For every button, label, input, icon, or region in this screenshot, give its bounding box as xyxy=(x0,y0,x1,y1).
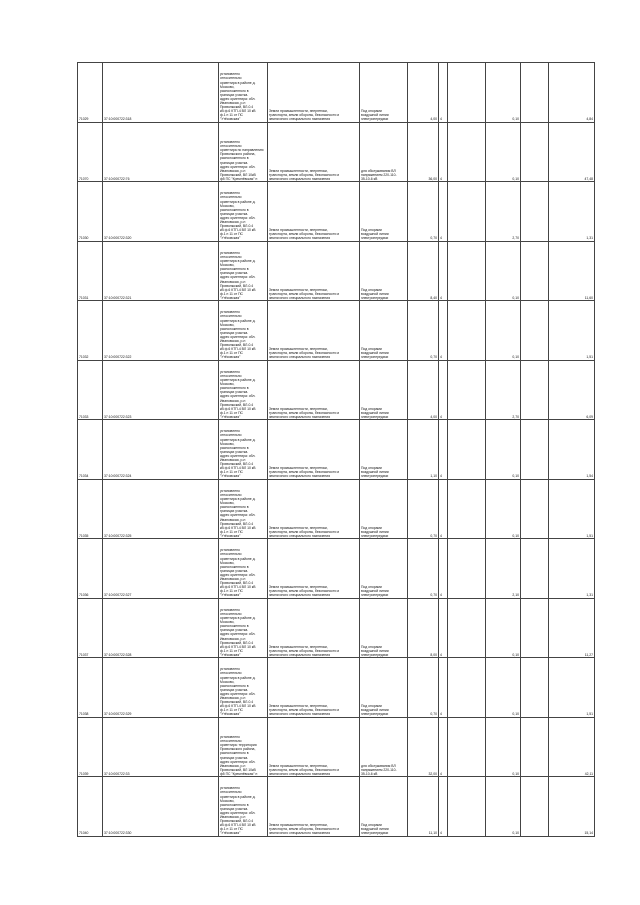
location-description-cell: установлено относительно ориентира в районе д. Москово, расположенного в границах участка. адрес ориентира: обл. Ивановская, р-н Приволжский, ВЛ-0.4 кВ ф.6 КТП-4 ВЛ 10 кВ ф.1 п 11 от ПС "Утёсовская" xyxy=(219,479,268,539)
cadastral-number-cell: 37:10:000722:318 xyxy=(103,63,219,123)
location-description-cell: установлено относительно ориентира в районе д. Москово, расположенного в границах участка. адрес ориентира: обл. Ивановская, р-н Приволжский, ВЛ-0.4 кВ ф.6 КТП-4 ВЛ 10 кВ ф.1 п 11 от ПС "Утёсовская" xyxy=(219,777,268,837)
row-number-cell: 71034 xyxy=(78,420,103,480)
table-row xyxy=(78,658,595,718)
location-description-cell: установлено относительно ориентира в районе д. Москово, расположенного в границах участка. адрес ориентира: обл. Ивановская, р-н Приволжский, ВЛ-0.4 кВ ф.6 КТП-4 ВЛ 10 кВ ф.1 п 11 от ПС "Утёсовская" xyxy=(219,658,268,718)
permitted-use-cell: Под опорами воздушной линии электропередачи xyxy=(360,241,408,301)
cadastral-number-cell: 37:10:000722:320 xyxy=(103,182,219,242)
empty-cell xyxy=(521,241,549,301)
empty-cell xyxy=(521,63,549,123)
location-description-cell: установлено относительно ориентира: территория Приволжского района, расположенного в границах участка. адрес ориентира: обл. Ивановская, р-н Приволжский, ВЛ 10кВ ф5 ПС "Кремлёвская" п xyxy=(219,717,268,777)
rate-cell: 0,10 xyxy=(486,301,521,361)
table-row xyxy=(78,301,595,361)
row-number-cell: 71038 xyxy=(78,658,103,718)
table-row xyxy=(78,717,595,777)
tax-amount-cell: 15,14 xyxy=(549,777,595,837)
tax-amount-cell: 11,60 xyxy=(549,241,595,301)
permitted-use-cell: для обслуживания ВЛ напряжением 220-110- 35-10-6 кВ xyxy=(360,717,408,777)
empty-cell xyxy=(521,122,549,182)
rate-cell: 2,70 xyxy=(486,182,521,242)
area-cell: 0,70 xyxy=(408,182,439,242)
area-cell: 4,00 xyxy=(408,63,439,123)
area-cell: 32,00 xyxy=(408,717,439,777)
tax-amount-cell: 1,51 xyxy=(549,301,595,361)
rate-cell: 0,10 xyxy=(486,63,521,123)
land-category-cell: Земли промышленности, энергетики, транспорта, земли обороны, безопасности и земли иного специального назначения xyxy=(268,539,360,599)
tax-amount-cell: 47,48 xyxy=(549,122,595,182)
land-category-cell: Земли промышленности, энергетики, транспорта, земли обороны, безопасности и земли иного специального назначения xyxy=(268,182,360,242)
tax-amount-cell: 1,51 xyxy=(549,658,595,718)
rate-cell: 0,10 xyxy=(486,479,521,539)
empty-cell xyxy=(448,420,486,480)
permitted-use-cell: Под опорами воздушной линии электропередачи xyxy=(360,301,408,361)
land-plots-table xyxy=(77,62,595,837)
tax-amount-cell: 1,31 xyxy=(549,182,595,242)
empty-cell xyxy=(521,360,549,420)
empty-cell xyxy=(448,63,486,123)
location-description-cell: установлено относительно ориентира в районе д. Москово, расположенного в границах участка. адрес ориентира: обл. Ивановская, р-н Приволжский, ВЛ-0.4 кВ ф.6 КТП-4 ВЛ 10 кВ ф.1 п 11 от ПС "Утёсовская" xyxy=(219,182,268,242)
land-category-cell: Земли промышленности, энергетики, транспорта, земли обороны, безопасности и земли иного специального назначения xyxy=(268,777,360,837)
rate-cell: 0,10 xyxy=(486,777,521,837)
empty-cell xyxy=(448,598,486,658)
empty-cell xyxy=(521,539,549,599)
empty-cell xyxy=(448,182,486,242)
tax-amount-cell: 11,27 xyxy=(549,598,595,658)
permitted-use-cell: Под опорами воздушной линии электропередачи xyxy=(360,360,408,420)
permitted-use-cell: Под опорами воздушной линии электропередачи xyxy=(360,539,408,599)
row-number-cell: 71030 xyxy=(78,182,103,242)
empty-cell xyxy=(521,420,549,480)
location-description-cell: установлено относительно ориентира в районе д. Москово, расположенного в границах участка. адрес ориентира: обл. Ивановская, р-н Приволжский, ВЛ-0.4 кВ ф.6 КТП-4 ВЛ 10 кВ ф.1 п 11 от ПС "Утёсовская" xyxy=(219,241,268,301)
row-number-cell: 71036 xyxy=(78,539,103,599)
row-number-cell: 71037 xyxy=(78,598,103,658)
empty-cell xyxy=(448,241,486,301)
row-number-cell: 71040 xyxy=(78,777,103,837)
location-description-cell: установлено относительно ориентира в районе д. Москово, расположенного в границах участка. адрес ориентира: обл. Ивановская, р-н Приволжский, ВЛ-0.4 кВ ф.6 КТП-4 ВЛ 10 кВ ф.1 п 11 от ПС "Утёсовская" xyxy=(219,420,268,480)
land-category-cell: Земли промышленности, энергетики, транспорта, земли обороны, безопасности и земли иного специального назначения xyxy=(268,420,360,480)
permitted-use-cell: Под опорами воздушной линии электропередачи xyxy=(360,598,408,658)
unit-code-cell: 4 xyxy=(439,479,448,539)
tax-amount-cell: 4,84 xyxy=(549,63,595,123)
unit-code-cell: 4 xyxy=(439,182,448,242)
tax-amount-cell: 6,09 xyxy=(549,360,595,420)
empty-cell xyxy=(521,658,549,718)
cadastral-number-cell: 37:10:000722:323 xyxy=(103,360,219,420)
rate-cell: 0,10 xyxy=(486,717,521,777)
unit-code-cell: 4 xyxy=(439,777,448,837)
rate-cell: 0,10 xyxy=(486,658,521,718)
area-cell: 11,10 xyxy=(408,777,439,837)
table-row xyxy=(78,420,595,480)
empty-cell xyxy=(448,360,486,420)
permitted-use-cell: Под опорами воздушной линии электропередачи xyxy=(360,182,408,242)
unit-code-cell: 4 xyxy=(439,717,448,777)
empty-cell xyxy=(448,539,486,599)
permitted-use-cell: Под опорами воздушной линии электропередачи xyxy=(360,63,408,123)
cadastral-number-cell: 37:10:000722:330 xyxy=(103,777,219,837)
cadastral-number-cell: 37:10:000722:76 xyxy=(103,122,219,182)
unit-code-cell: 4 xyxy=(439,658,448,718)
land-category-cell: Земли промышленности, энергетики, транспорта, земли обороны, безопасности и земли иного специального назначения xyxy=(268,598,360,658)
unit-code-cell: 4 xyxy=(439,539,448,599)
area-cell: 4,00 xyxy=(408,360,439,420)
table-row xyxy=(78,777,595,837)
empty-cell xyxy=(521,301,549,361)
land-category-cell: Земли промышленности, энергетики, транспорта, земли обороны, безопасности и земли иного специального назначения xyxy=(268,122,360,182)
cadastral-number-cell: 37:10:000722:322 xyxy=(103,301,219,361)
cadastral-number-cell: 37:10:000722:329 xyxy=(103,658,219,718)
tax-amount-cell: 1,54 xyxy=(549,420,595,480)
tax-amount-cell: 1,51 xyxy=(549,479,595,539)
table-row xyxy=(78,241,595,301)
land-category-cell: Земли промышленности, энергетики, транспорта, земли обороны, безопасности и земли иного специального назначения xyxy=(268,658,360,718)
tax-amount-cell: 42,11 xyxy=(549,717,595,777)
cadastral-number-cell: 37:10:000722:33 xyxy=(103,717,219,777)
unit-code-cell: 4 xyxy=(439,301,448,361)
cadastral-number-cell: 37:10:000722:325 xyxy=(103,479,219,539)
empty-cell xyxy=(521,777,549,837)
table-row xyxy=(78,122,595,182)
empty-cell xyxy=(521,598,549,658)
area-cell: 0,70 xyxy=(408,539,439,599)
table-body xyxy=(78,63,595,837)
land-category-cell: Земли промышленности, энергетики, транспорта, земли обороны, безопасности и земли иного специального назначения xyxy=(268,479,360,539)
unit-code-cell: 4 xyxy=(439,122,448,182)
rate-cell: 2,70 xyxy=(486,360,521,420)
area-cell: 0,70 xyxy=(408,658,439,718)
location-description-cell: установлено относительно ориентира в районе д. Москово, расположенного в границах участка. адрес ориентира: обл. Ивановская, р-н Приволжский, ВЛ-0.4 кВ ф.6 КТП-4 ВЛ 10 кВ ф.1 п 11 от ПС "Утёсовская" xyxy=(219,539,268,599)
table-row xyxy=(78,598,595,658)
rate-cell: 0,10 xyxy=(486,122,521,182)
location-description-cell: установлено относительно ориентира в районе д. Москово, расположенного в границах участка. адрес ориентира: обл. Ивановская, р-н Приволжский, ВЛ-0.4 кВ ф.6 КТП-4 ВЛ 10 кВ ф.1 п 11 от ПС "Утёсовская" xyxy=(219,63,268,123)
location-description-cell: установлено относительно ориентира в районе д. Москово, расположенного в границах участка. адрес ориентира: обл. Ивановская, р-н Приволжский, ВЛ-0.4 кВ ф.6 КТП-4 ВЛ 10 кВ ф.1 п 11 от ПС "Утёсовская" xyxy=(219,360,268,420)
permitted-use-cell: Под опорами воздушной линии электропередачи xyxy=(360,479,408,539)
row-number-cell: 71031 xyxy=(78,241,103,301)
location-description-cell: установлено относительно ориентира в районе д. Москово, расположенного в границах участка. адрес ориентира: обл. Ивановская, р-н Приволжский, ВЛ-0.4 кВ ф.6 КТП-4 ВЛ 10 кВ ф.1 п 11 от ПС "Утёсовская" xyxy=(219,301,268,361)
row-number-cell: 71029 xyxy=(78,63,103,123)
rate-cell: 2,10 xyxy=(486,539,521,599)
permitted-use-cell: Под опорами воздушной линии электропередачи xyxy=(360,777,408,837)
location-description-cell: установлено относительно ориентира по направлению Приволжского района, расположенного в границах участка. адрес ориентира: обл. Ивановская, р-н Приволжский, ВЛ 10кВ ф5 ПС "Кремлёвская" п xyxy=(219,122,268,182)
row-number-cell: 71033 xyxy=(78,360,103,420)
area-cell: 36,00 xyxy=(408,122,439,182)
area-cell: 8,00 xyxy=(408,598,439,658)
area-cell: 8,40 xyxy=(408,241,439,301)
permitted-use-cell: для обслуживания ВЛ напряжением 220-110- 35-10-6 кВ xyxy=(360,122,408,182)
table-row xyxy=(78,360,595,420)
cadastral-number-cell: 37:10:000722:324 xyxy=(103,420,219,480)
land-category-cell: Земли промышленности, энергетики, транспорта, земли обороны, безопасности и земли иного специального назначения xyxy=(268,301,360,361)
permitted-use-cell: Под опорами воздушной линии электропередачи xyxy=(360,420,408,480)
rate-cell: 0,10 xyxy=(486,420,521,480)
empty-cell xyxy=(448,777,486,837)
land-category-cell: Земли промышленности, энергетики, транспорта, земли обороны, безопасности и земли иного специального назначения xyxy=(268,360,360,420)
unit-code-cell: 4 xyxy=(439,598,448,658)
permitted-use-cell: Под опорами воздушной линии электропередачи xyxy=(360,658,408,718)
cadastral-number-cell: 37:10:000722:328 xyxy=(103,598,219,658)
location-description-cell: установлено относительно ориентира в районе д. Москово, расположенного в границах участка. адрес ориентира: обл. Ивановская, р-н Приволжский, ВЛ-0.4 кВ ф.6 КТП-4 ВЛ 10 кВ ф.1 п 11 от ПС "Утёсовская" xyxy=(219,598,268,658)
empty-cell xyxy=(521,717,549,777)
area-cell: 0,70 xyxy=(408,301,439,361)
empty-cell xyxy=(448,658,486,718)
row-number-cell: 71039 xyxy=(78,717,103,777)
table-row xyxy=(78,63,595,123)
cadastral-number-cell: 37:10:000722:327 xyxy=(103,539,219,599)
row-number-cell: 71032 xyxy=(78,301,103,361)
empty-cell xyxy=(448,301,486,361)
rate-cell: 0,10 xyxy=(486,598,521,658)
empty-cell xyxy=(448,717,486,777)
unit-code-cell: 4 xyxy=(439,241,448,301)
table-row xyxy=(78,539,595,599)
tax-amount-cell: 1,31 xyxy=(549,539,595,599)
land-category-cell: Земли промышленности, энергетики, транспорта, земли обороны, безопасности и земли иного специального назначения xyxy=(268,241,360,301)
table-row xyxy=(78,182,595,242)
empty-cell xyxy=(521,479,549,539)
unit-code-cell: 4 xyxy=(439,420,448,480)
area-cell: 0,70 xyxy=(408,479,439,539)
cadastral-number-cell: 37:10:000722:321 xyxy=(103,241,219,301)
empty-cell xyxy=(448,479,486,539)
unit-code-cell: 4 xyxy=(439,63,448,123)
table-row xyxy=(78,479,595,539)
unit-code-cell: 4 xyxy=(439,360,448,420)
land-category-cell: Земли промышленности, энергетики, транспорта, земли обороны, безопасности и земли иного специального назначения xyxy=(268,717,360,777)
row-number-cell: 71070 xyxy=(78,122,103,182)
land-category-cell: Земли промышленности, энергетики, транспорта, земли обороны, безопасности и земли иного специального назначения xyxy=(268,63,360,123)
empty-cell xyxy=(448,122,486,182)
row-number-cell: 71035 xyxy=(78,479,103,539)
rate-cell: 0,10 xyxy=(486,241,521,301)
area-cell: 1,10 xyxy=(408,420,439,480)
empty-cell xyxy=(521,182,549,242)
